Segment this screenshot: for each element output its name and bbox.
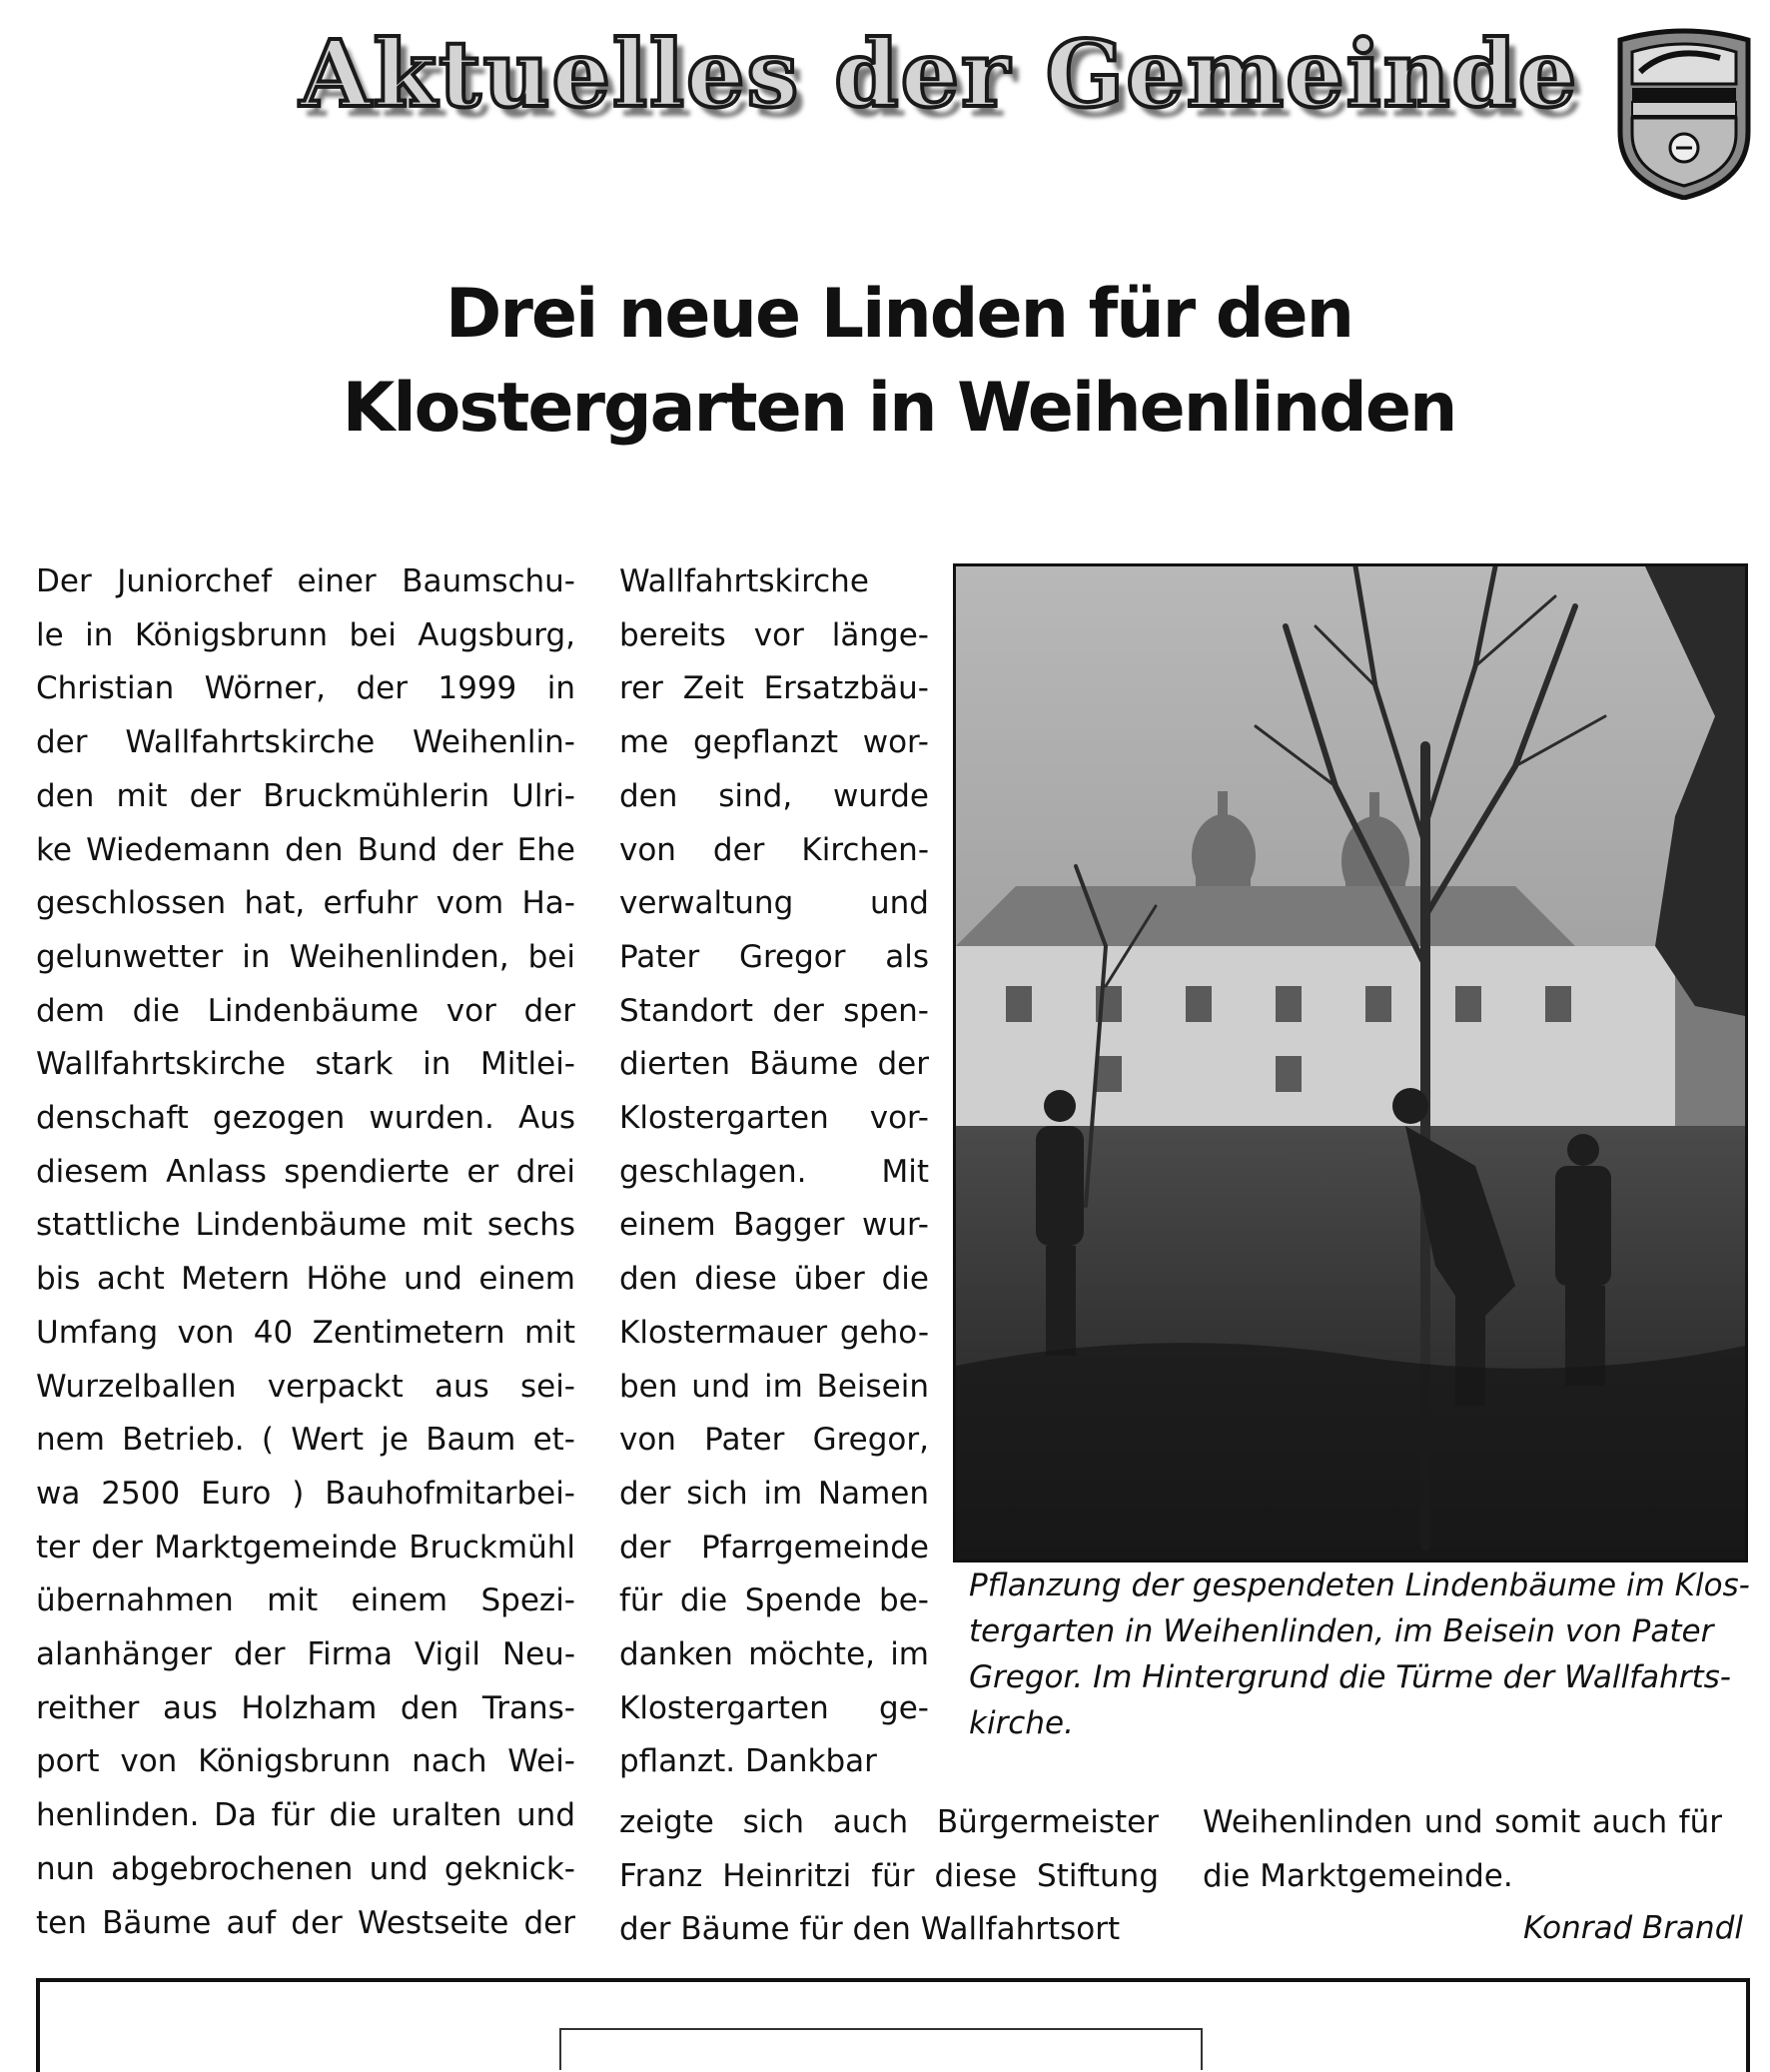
text-line: wa 2500 Euro ) Bauhofmitarbei-	[36, 1475, 575, 1512]
text-line: Klostergarten vor-	[619, 1100, 929, 1137]
text-line: nem Betrieb. ( Wert je Baum et-	[36, 1422, 575, 1459]
text-line: von Pater Gregor,	[619, 1422, 929, 1459]
text-line: bis acht Metern Höhe und einem	[36, 1261, 575, 1298]
article-bottom-right	[1203, 1796, 1722, 1903]
text-line: Wallfahrtskirche	[619, 563, 869, 599]
text-line: nun abgebrochenen und geknick-	[36, 1850, 575, 1887]
text-line: Wurzelballen verpackt aus sei-	[36, 1368, 575, 1405]
text-line: ten Bäume auf der Westseite der	[36, 1904, 575, 1941]
article-bottom-left	[619, 1796, 1159, 1957]
text-line: geschlagen. Mit	[619, 1153, 929, 1190]
text-line: denschaft gezogen wurden. Aus	[36, 1100, 575, 1137]
caption-line: tergarten in Weihenlinden, im Beisein von Pater	[969, 1613, 1714, 1649]
text-line: der Wallfahrtskirche Weihenlin-	[36, 724, 575, 761]
text-line: henlinden. Da für die uralten und	[36, 1797, 575, 1834]
headline-line: Klostergarten in Weihenlinden	[342, 369, 1456, 448]
text-line: den sind, wurde	[619, 777, 929, 814]
text-line: von der Kirchen-	[619, 831, 929, 868]
caption-line: kirche.	[969, 1705, 1074, 1741]
text-line: rer Zeit Ersatzbäu-	[619, 670, 929, 707]
masthead-title: Aktuelles der Gemeinde	[300, 20, 1579, 128]
text-line: Pater Gregor als	[619, 938, 929, 975]
text-line: bereits vor länge-	[619, 616, 929, 653]
municipal-crest-icon	[1610, 22, 1758, 200]
text-line: me gepflanzt wor-	[619, 724, 929, 761]
text-line: dierten Bäume der	[619, 1046, 929, 1083]
article-column-2	[619, 555, 929, 1789]
text-line: geschlossen hat, erfuhr vom Ha-	[36, 885, 575, 922]
text-line: zeigte sich auch Bürgermeister	[619, 1804, 1159, 1840]
article-author: Konrad Brandl	[1522, 1910, 1743, 1946]
text-line: Klostermauer geho-	[619, 1314, 929, 1351]
text-line: Franz Heinritzi für diese Stiftung	[619, 1857, 1159, 1894]
text-line: der sich im Namen	[619, 1475, 929, 1512]
text-line: der Pfarrgemeinde	[619, 1529, 929, 1565]
text-line: port von Königsbrunn nach Wei-	[36, 1743, 575, 1780]
photo-caption	[969, 1562, 1750, 1746]
text-line: stattliche Lindenbäume mit sechs	[36, 1207, 575, 1244]
article-headline	[300, 268, 1498, 456]
text-line: reither aus Holzham den Trans-	[36, 1689, 575, 1726]
text-line: Wallfahrtskirche stark in Mitlei-	[36, 1046, 575, 1083]
text-line: für die Spende be-	[619, 1582, 929, 1619]
text-line: dem die Lindenbäume vor der	[36, 992, 575, 1029]
text-line: den diese über die	[619, 1261, 929, 1298]
text-line: le in Königsbrunn bei Augsburg,	[36, 616, 575, 653]
text-line: ben und im Beisein	[619, 1368, 929, 1405]
caption-line: Gregor. Im Hintergrund die Türme der Wallfahrts-	[969, 1659, 1731, 1695]
text-line: der Bäume für den Wallfahrtsort	[619, 1911, 1121, 1948]
article-column-1	[36, 555, 575, 1950]
text-line: übernahmen mit einem Spezi-	[36, 1582, 575, 1619]
caption-line: Pflanzung der gespendeten Lindenbäume im Klos-	[969, 1567, 1750, 1603]
text-line: Weihenlinden und somit auch für	[1203, 1804, 1722, 1840]
text-line: Umfang von 40 Zentimetern mit	[36, 1314, 575, 1351]
text-line: danken möchte, im	[619, 1636, 929, 1673]
text-line: Christian Wörner, der 1999 in	[36, 670, 575, 707]
text-line: ke Wiedemann den Bund der Ehe	[36, 831, 575, 868]
text-line: diesem Anlass spendierte er drei	[36, 1153, 575, 1190]
text-line: verwaltung und	[619, 885, 929, 922]
text-line: pflanzt. Dankbar	[619, 1743, 877, 1780]
headline-line: Drei neue Linden für den	[444, 275, 1353, 354]
text-line: gelunwetter in Weihenlinden, bei	[36, 938, 575, 975]
text-line: Standort der spen-	[619, 992, 929, 1029]
text-line: einem Bagger wur-	[619, 1207, 929, 1244]
footer-inner-frame	[559, 2028, 1203, 2070]
text-line: Klostergarten ge-	[619, 1689, 929, 1726]
text-line: alanhänger der Firma Vigil Neu-	[36, 1636, 575, 1673]
article-photo	[953, 563, 1748, 1562]
text-line: den mit der Bruckmühlerin Ulri-	[36, 777, 575, 814]
text-line: die Marktgemeinde.	[1203, 1857, 1513, 1894]
text-line: ter der Marktgemeinde Bruckmühl	[36, 1529, 575, 1565]
text-line: Der Juniorchef einer Baumschu-	[36, 563, 575, 599]
